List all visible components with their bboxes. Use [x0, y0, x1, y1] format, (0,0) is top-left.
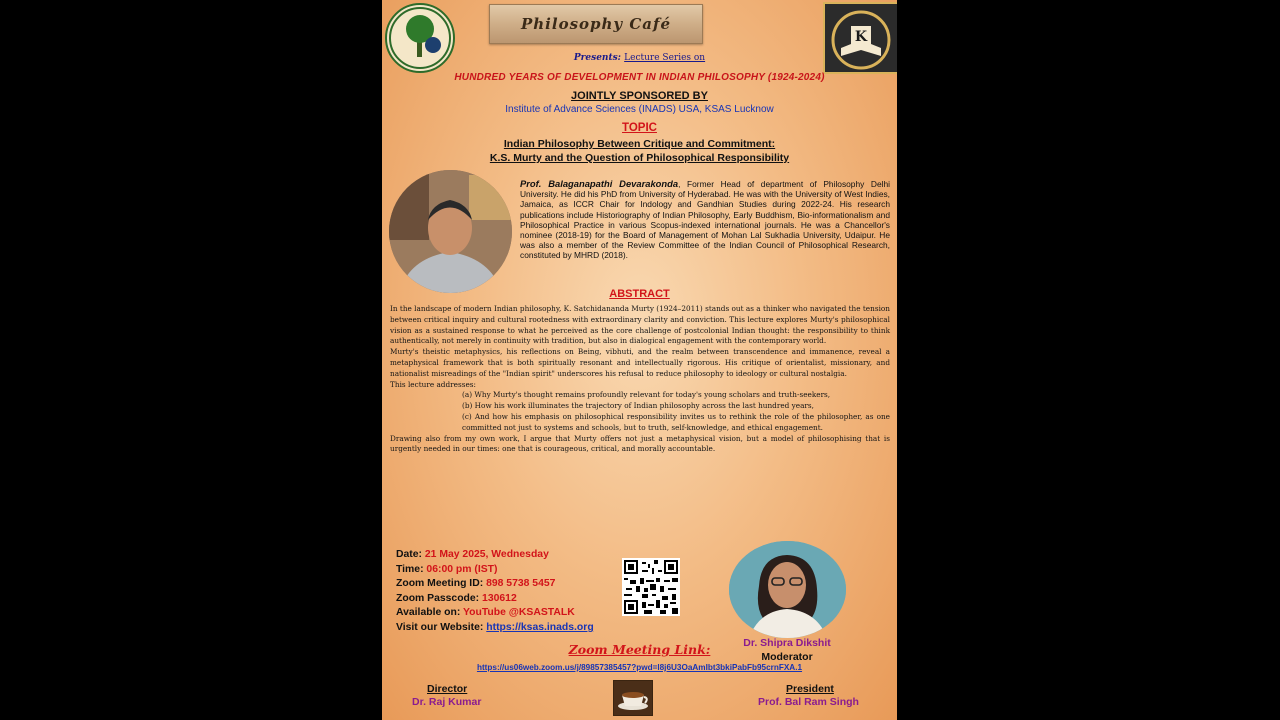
presents-label: Presents: — [573, 53, 622, 63]
sponsor-text: Institute of Advance Sciences (INADS) USA, KSAS Lucknow — [505, 104, 774, 115]
qr-code — [622, 558, 680, 616]
topic-line-2: K.S. Murty and the Question of Philosophical Responsibility — [489, 152, 790, 164]
date-value: 21 May 2025, Wednesday — [424, 549, 549, 560]
date-row — [396, 548, 594, 563]
moderator-role: Moderator — [761, 651, 813, 663]
coffee-cup-icon — [613, 680, 653, 716]
website-row — [396, 621, 594, 636]
abstract-body — [390, 304, 890, 455]
abstract-heading: ABSTRACT — [609, 288, 670, 300]
sponsor-heading: JOINTLY SPONSORED BY — [571, 90, 708, 102]
meeting-id-label: Zoom Meeting ID: — [396, 578, 484, 590]
abstract-item-c: (c) And how his emphasis on philosophical responsibility invites us to rethink the role of the philosopher, as one committed not just to systems and schools, but to truth, self-knowledge, and ethical engagement. — [462, 411, 890, 432]
moderator-name: Dr. Shipra Dikshit — [743, 637, 831, 649]
passcode-value: 130612 — [482, 592, 517, 604]
ksas-logo — [823, 2, 897, 74]
speaker-bio-text: , Former Head of department of Philosophy Delhi University. He did his PhD from University of Hyderabad. He was with the University of West Indies, Jamaica, as ICCR Chair for Indology and Gandhian Studies during 2022-24. His research publications include Historiography of Indian Philosophy, Early Buddhism, Bio-informationalism and Philosophical Practice in various Scopus-indexed international journals. He was a Chancellor's nominee (2018-19) for the Board of Management of Mohan Lal Sukhadia University, Udaipur. He was also a member of the Review Committee of the Indian Council of Philosophical Research, constituted by MHRD (2018). — [520, 179, 890, 261]
available-label: Available on: — [396, 607, 461, 619]
topic-heading: TOPIC — [622, 122, 657, 134]
svg-text:K: K — [854, 29, 868, 45]
zoom-meeting-link[interactable]: https://us06web.zoom.us/j/89857385457?pwd=l8j6U3OaAmIbt3bkiPabFb95crnFXA.1 — [476, 663, 803, 672]
speaker-name: Prof. Balaganapathi Devarakonda — [520, 178, 679, 189]
time-label: Time: — [396, 563, 424, 575]
lecture-series-label: Lecture Series on — [624, 53, 706, 63]
meeting-id-value: 898 5738 5457 — [486, 578, 556, 590]
speaker-photo — [389, 170, 512, 293]
event-poster — [382, 0, 897, 720]
abstract-paragraph-1: In the landscape of modern Indian philosophy, K. Satchidananda Murty (1924–2011) stands out as a thinker who navigated the tension between critical inquiry and cultural rootedness with extraordinary clarity and conviction. This lecture explores Murty's philosophical vision as a sustained response to what he perceived as the core challenge of postcolonial Indian thought: the responsibility to think authentically, not merely in continuity with tradition, but also in dialogical engagement with the contemporary world. — [390, 304, 890, 346]
youtube-link[interactable]: YouTube @KSASTALK — [463, 607, 575, 619]
abstract-paragraph-2: Murty's theistic metaphysics, his reflections on Being, vibhuti, and the realm between transcendence and immanence, reveal a metaphysical framework that is both spiritually resonant and intellectually rigorous. His critique of orientalist, missionary, and nationalist misreadings of the "Indian spirit" underscores his refusal to reduce philosophy to ideology or cultural nostalgia. — [390, 347, 890, 378]
abstract-item-b: (b) How his work illuminates the trajectory of Indian philosophy across the last hundred years, — [462, 401, 814, 411]
available-row — [396, 606, 594, 621]
speaker-bio — [520, 179, 890, 261]
website-label: Visit our Website: — [396, 621, 484, 633]
moderator-photo — [729, 541, 846, 638]
president-heading: President — [786, 683, 834, 695]
abstract-paragraph-4: Drawing also from my own work, I argue that Murty offers not just a metaphysical vision, but a model of philosophising that is urgently needed in our times: one that is courageous, critical, and morally accountable. — [390, 433, 890, 454]
time-value: 06:00 pm (IST) — [426, 563, 498, 575]
philosophy-cafe-banner: Philosophy Café — [489, 4, 703, 44]
date-label: Date: — [396, 549, 422, 560]
passcode-row — [396, 592, 594, 607]
director-name: Dr. Raj Kumar — [412, 696, 482, 708]
passcode-label: Zoom Passcode: — [396, 592, 480, 604]
presents-line — [382, 53, 897, 63]
abstract-item-a: (a) Why Murty's thought remains profoundly relevant for today's young scholars and truth-seekers, — [462, 390, 831, 400]
series-title: HUNDRED YEARS OF DEVELOPMENT IN INDIAN PHILOSOPHY (1924-2024) — [454, 72, 825, 83]
meeting-id-row — [396, 577, 594, 592]
president-name: Prof. Bal Ram Singh — [758, 696, 859, 708]
zoom-link-heading: Zoom Meeting Link: — [568, 642, 711, 657]
event-details — [396, 548, 594, 636]
topic-line-1: Indian Philosophy Between Critique and Commitment: — [503, 138, 776, 150]
website-link[interactable]: https://ksas.inads.org — [486, 621, 594, 633]
time-row — [396, 563, 594, 578]
abstract-paragraph-3: This lecture addresses: — [390, 379, 476, 389]
director-heading: Director — [427, 683, 468, 695]
